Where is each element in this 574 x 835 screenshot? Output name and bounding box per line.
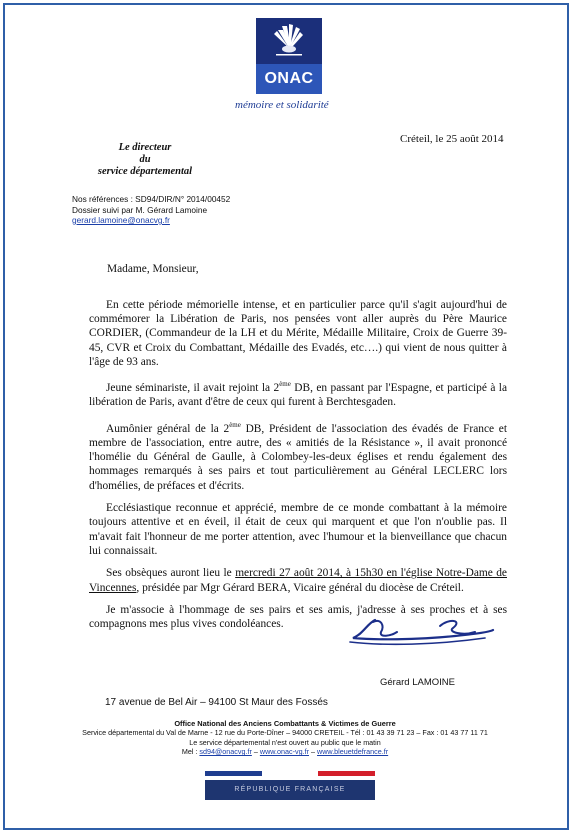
followed-by: Dossier suivi par M. Gérard Lamoine xyxy=(72,204,208,215)
paragraph-2-text-b: DB, en passant par l'Espagne, et participé à la libération de Paris, avant d'être de ceux qui furent à Berchtesgaden. xyxy=(89,382,508,409)
footer-email-link[interactable]: sd94@onacvg.fr xyxy=(199,747,252,757)
paragraph-3-text-a: Aumônier général de la 2 xyxy=(106,422,230,435)
sender-block xyxy=(90,142,200,178)
paragraph-1: En cette période mémorielle intense, et en particulier parce qu'il s'agit aujourd'hui de commémorer la Libération de Paris, nos pensées vont aller auprès du Père Maurice CORDIER, (Commandeur de la LH et du Mérite, Médaille Militaire, Croix de Guerre 39-45, CVR et Croix du Combattant, Médaille des Evadés, etc….) qui vient de nous quitter à l'âge de 93 ans. xyxy=(89,299,507,368)
paragraph-4: Ecclésiastique reconnue et apprécié, membre de ce monde combattant à la mémoire toujours attentive et en éveil, il était de ceux qui marquent et que l'on n'oublie pas. Il m'avait fait l'honneur de me porter attention, avec l'humour et la bienveillance que chacun lui connaissait. xyxy=(89,502,507,557)
logo-text: ONAC xyxy=(264,70,314,87)
sender-line-3: service départemental xyxy=(97,166,193,177)
signatory-name: Gérard LAMOINE xyxy=(380,677,455,688)
tricolor-stripe xyxy=(205,771,375,776)
bleuet-icon xyxy=(256,18,322,64)
footer-org-name: Office National des Anciens Combattants & Victimes de Guerre xyxy=(174,719,396,728)
logo-top-block xyxy=(256,18,322,64)
onac-logo xyxy=(256,18,322,94)
paragraph-5-text-a: Ses obsèques auront lieu le xyxy=(106,567,236,580)
separator: – xyxy=(251,747,260,757)
sender-line-1: Le directeur xyxy=(118,142,172,153)
bleuet-website-link[interactable]: www.bleuetdefrance.fr xyxy=(317,747,389,757)
footer xyxy=(80,719,490,757)
paragraph-2-superscript: ème xyxy=(279,380,291,389)
funeral-details: mercredi 27 août 2014, à 15h30 en l'église Notre-Dame de Vincennes xyxy=(89,567,507,594)
paragraph-2-text-a: Jeune séminariste, il avait rejoint la 2 xyxy=(106,382,280,395)
footer-hours: Le service départemental n'est ouvert au public que le matin xyxy=(189,737,381,747)
paragraph-6: Je m'associe à l'hommage de ses pairs et ses amis, j'adresse à ses proches et à ses compagnons mes plus vives condoléances. xyxy=(89,604,507,631)
flag-red xyxy=(318,771,375,776)
footer-links xyxy=(80,747,490,756)
republic-band: RÉPUBLIQUE FRANÇAISE xyxy=(205,780,375,800)
sender-line-2: du xyxy=(139,154,151,165)
paragraph-3 xyxy=(89,418,507,493)
flag-blue xyxy=(205,771,262,776)
paragraph-5-text-b: , présidée par Mgr Gérard BERA, Vicaire général du diocèse de Créteil. xyxy=(136,581,464,594)
email-link[interactable]: gerard.lamoine@onacvg.fr xyxy=(72,215,170,225)
paragraph-3-text-b: DB, Président de l'association des évadés de France et membre de l'association, entre autre, des « amitiés de la Résistance », il avait prononcé l'homélie du Général de Gaulle, à Colombey-les-deux églises et rendu également des hommages remarqués à ses pairs et tout particulièrement au Général LECLERC lors d'homélies, de préfaces et d'écrits. xyxy=(89,422,507,492)
address: 17 avenue de Bel Air – 94100 St Maur des Fossés xyxy=(105,697,328,708)
separator: – xyxy=(309,747,318,757)
paragraph-2 xyxy=(89,377,507,409)
paragraph-3-superscript: ème xyxy=(229,421,241,429)
tagline: mémoire et solidarité xyxy=(235,99,329,111)
letter-body xyxy=(89,298,507,640)
letter-date: Créteil, le 25 août 2014 xyxy=(400,133,504,145)
onac-website-link[interactable]: www.onac-vg.fr xyxy=(259,747,310,757)
flag-white xyxy=(262,771,319,776)
references-block xyxy=(72,194,230,226)
reference-number: Nos références : SD94/DIR/N° 2014/00452 xyxy=(72,194,231,204)
paragraph-5 xyxy=(89,566,507,594)
mail-prefix: Mel : xyxy=(181,747,200,757)
salutation: Madame, Monsieur, xyxy=(107,263,199,275)
footer-contact: Service départemental du Val de Marne - 12 rue du Porte-Dîner – 94000 CRETEIL - Tél : 01 43 39 71 23 – Fax : 01 43 77 11 71 xyxy=(82,728,488,738)
handwritten-signature xyxy=(345,612,495,652)
